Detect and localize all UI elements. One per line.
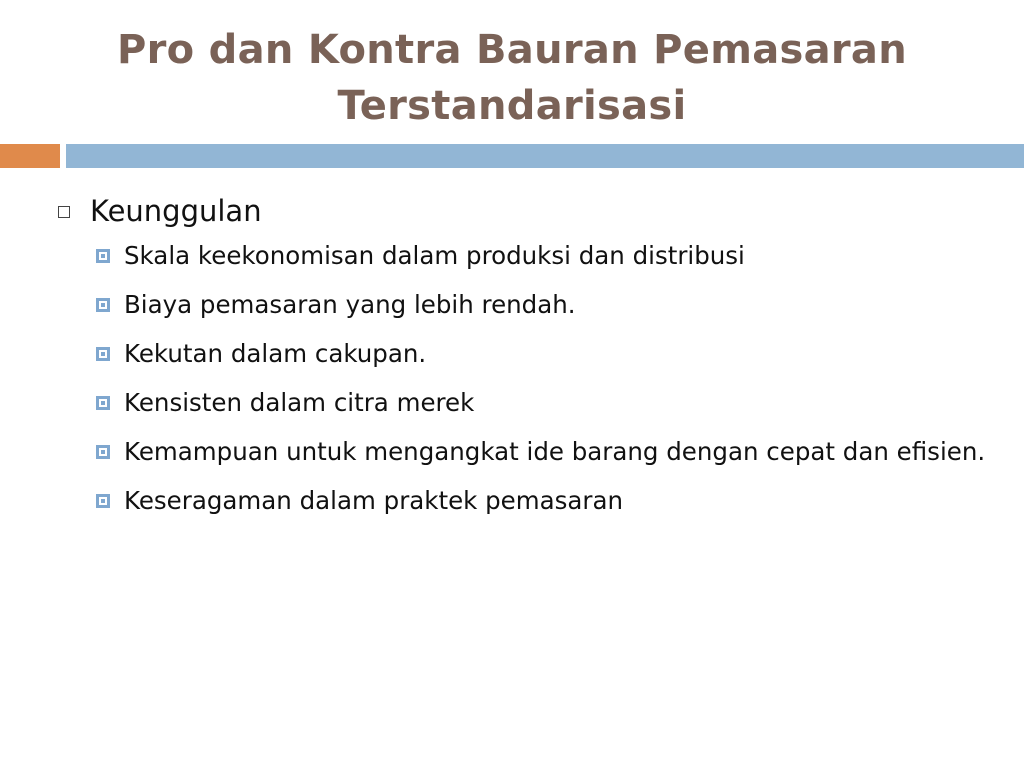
list-item-text: Skala keekonomisan dalam produksi dan distribusi: [124, 241, 745, 270]
slide-content: [56, 190, 986, 530]
list-item-text: Biaya pemasaran yang lebih rendah.: [124, 290, 576, 319]
square-bullet-icon: [96, 494, 110, 508]
list-item-text: Kensisten dalam citra merek: [124, 388, 475, 417]
square-bullet-icon: [96, 396, 110, 410]
list-item: [96, 334, 986, 374]
hollow-square-bullet-icon: [58, 206, 70, 218]
list-item-text: Kekutan dalam cakupan.: [124, 339, 427, 368]
heading-label: Keunggulan: [90, 194, 262, 228]
bullet-heading: [56, 190, 986, 232]
square-bullet-icon: [96, 249, 110, 263]
accent-divider-bar: [0, 144, 60, 168]
list-item-text: Keseragaman dalam praktek pemasaran: [124, 486, 624, 515]
square-bullet-icon: [96, 298, 110, 312]
list-item: [96, 481, 986, 521]
square-bullet-icon: [96, 347, 110, 361]
list-item-text: Kemampuan untuk mengangkat ide barang dengan cepat dan efisien.: [124, 437, 986, 466]
sub-bullet-list: [56, 236, 986, 521]
list-item: [96, 432, 986, 472]
square-bullet-icon: [96, 445, 110, 459]
list-item: [96, 383, 986, 423]
slide-title: Pro dan Kontra Bauran Pemasaran Terstandarisasi: [117, 27, 907, 129]
main-divider-bar: [66, 144, 1024, 168]
list-item: [96, 285, 986, 325]
list-item: [96, 236, 986, 276]
